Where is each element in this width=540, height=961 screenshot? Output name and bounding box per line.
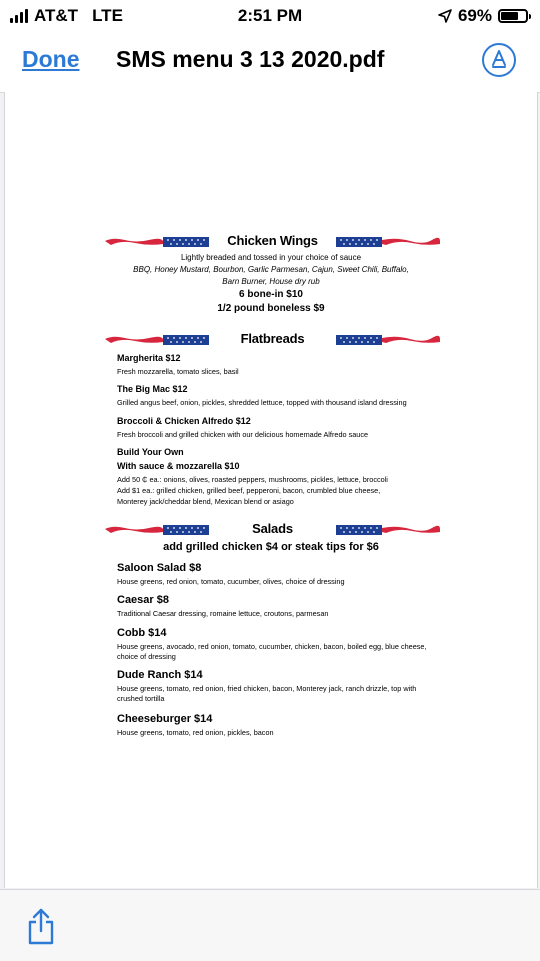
menu-item-desc: Monterey jack/cheddar blend, Mexican blend or asiago (117, 497, 294, 506)
share-glyph (26, 908, 56, 946)
menu-item-name: Build Your Own (117, 447, 184, 457)
salads-addon-note: add grilled chicken $4 or steak tips for $6 (163, 541, 379, 553)
carrier-name: AT&T (34, 6, 79, 25)
wings-price-bone-in: 6 bone-in $10 (239, 289, 303, 300)
menu-item-desc: Add 50 ₵ ea.: onions, olives, roasted peppers, mushrooms, pickles, lettuce, broccoli (117, 475, 388, 484)
bottom-toolbar (0, 889, 540, 961)
wings-sauces-cont: Barn Burner, House dry rub (222, 277, 320, 286)
wings-price-boneless: 1/2 pound boneless $9 (217, 303, 325, 314)
battery-fill (501, 12, 518, 20)
markup-pen-glyph (490, 50, 508, 70)
menu-item-desc: Add $1 ea.: grilled chicken, grilled beef, pepperoni, bacon, crumbled blue cheese, (117, 486, 381, 495)
section-title-salads: Salads (252, 521, 293, 536)
menu-item-desc: House greens, tomato, red onion, fried chicken, bacon, Monterey jack, ranch drizzle, top with crushed tortilla (117, 684, 417, 703)
share-icon[interactable] (26, 908, 56, 946)
menu-item-name: With sauce & mozzarella $10 (117, 461, 240, 471)
battery-percent: 69% (457, 6, 492, 25)
section-header-salads (105, 520, 440, 540)
status-bar (0, 0, 540, 32)
location-arrow-icon (438, 9, 452, 23)
menu-item-name: Saloon Salad $8 (117, 562, 202, 574)
menu-item-desc: Traditional Caesar dressing, romaine lettuce, croutons, parmesan (117, 609, 329, 618)
wings-description: Lightly breaded and tossed in your choice of sauce (180, 253, 362, 262)
pdf-page[interactable] (4, 92, 538, 888)
done-button[interactable]: Done (22, 46, 80, 72)
menu-item-name: Cobb $14 (117, 627, 167, 639)
menu-item-desc: Grilled angus beef, onion, pickles, shredded lettuce, topped with thousand island dressing (117, 398, 407, 407)
menu-item-desc: House greens, avocado, red onion, tomato, cucumber, chicken, bacon, boiled egg, blue cheese, choice of dressing (117, 642, 427, 661)
menu-item-desc: Fresh mozzarella, tomato slices, basil (117, 367, 239, 376)
nav-bar (0, 32, 540, 93)
menu-item-name: Caesar $8 (117, 594, 169, 606)
section-title-wings: Chicken Wings (227, 233, 318, 248)
menu-item-name: Cheeseburger $14 (117, 713, 213, 725)
section-header-flatbreads (105, 330, 440, 350)
markup-pen-icon[interactable] (482, 43, 516, 77)
battery-icon (498, 9, 528, 23)
document-title: SMS menu 3 13 2020.pdf (116, 46, 385, 72)
flag-banner-right-icon (336, 236, 440, 248)
flag-banner-right-icon (336, 334, 440, 346)
menu-item-name: Broccoli & Chicken Alfredo $12 (117, 416, 251, 426)
menu-item-desc: House greens, tomato, red onion, pickles, bacon (117, 728, 274, 737)
menu-item-name: The Big Mac $12 (117, 384, 188, 394)
status-time: 2:51 PM (237, 6, 303, 25)
menu-item-desc: Fresh broccoli and grilled chicken with our delicious homemade Alfredo sauce (117, 430, 369, 439)
section-header-wings (105, 232, 440, 252)
section-title-flatbreads: Flatbreads (240, 331, 305, 346)
menu-item-name: Dude Ranch $14 (117, 669, 203, 681)
network-type: LTE (92, 6, 123, 25)
status-right (438, 6, 528, 26)
menu-item-name: Margherita $12 (117, 353, 181, 363)
wings-sauces: BBQ, Honey Mustard, Bourbon, Garlic Parmesan, Cajun, Sweet Chili, Buffalo, (133, 265, 409, 274)
menu-item-desc: House greens, red onion, tomato, cucumber, olives, choice of dressing (117, 577, 345, 586)
flag-banner-right-icon (336, 524, 440, 536)
